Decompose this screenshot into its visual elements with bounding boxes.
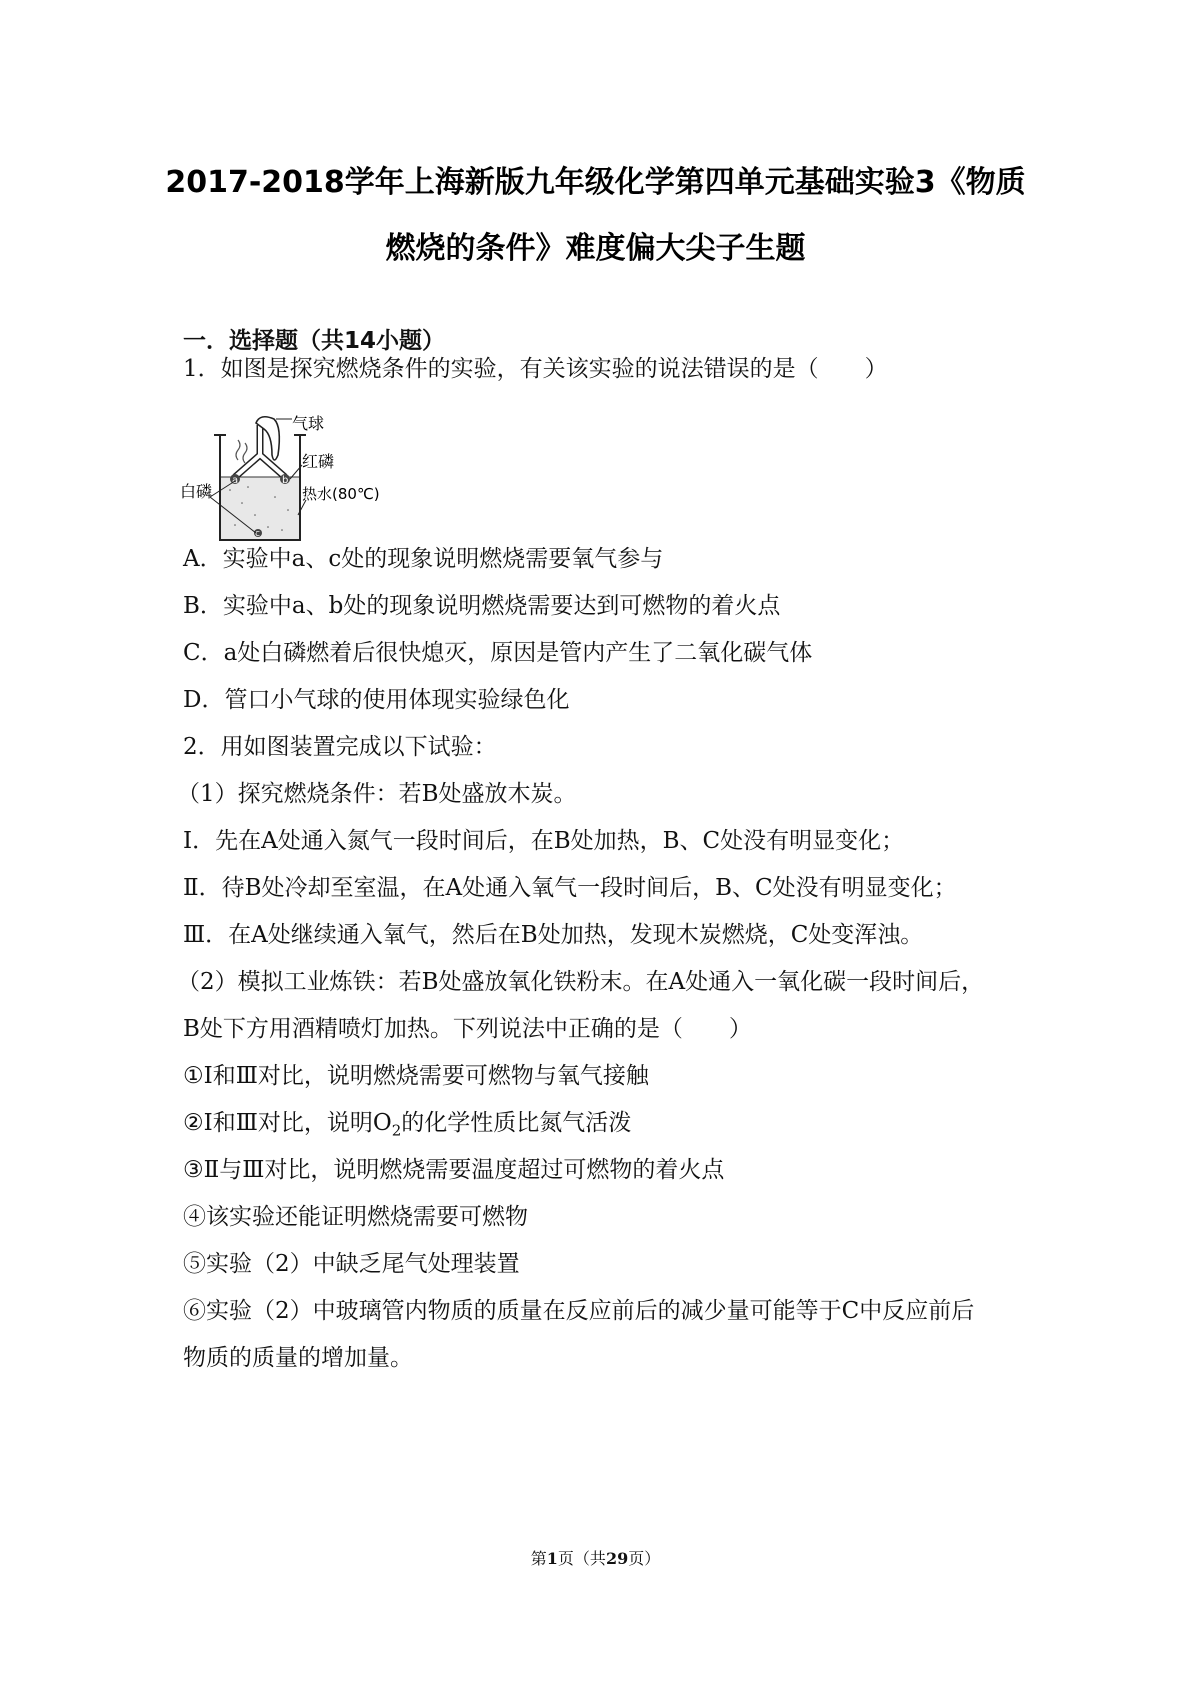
- label-a: a: [232, 475, 239, 486]
- q2-choice-6-line-2: 物质的质量的增加量。: [183, 1345, 413, 1371]
- section-heading: 一．选择题（共14小题）: [183, 328, 446, 354]
- footer-total-pages: 29: [605, 1549, 629, 1568]
- document-title: [120, 150, 1071, 282]
- footer-pre: 第: [530, 1549, 547, 1568]
- q2-choice-5: ⑤实验（2）中缺乏尾气处理装置: [183, 1251, 520, 1277]
- label-b: b: [282, 475, 289, 486]
- title-line-1: 2017-2018学年上海新版九年级化学第四单元基础实验3《物质: [165, 165, 1026, 200]
- q1-option-c: C．a处白磷燃着后很快熄灭，原因是管内产生了二氧化碳气体: [183, 640, 813, 666]
- footer-page-number: 1: [546, 1549, 558, 1568]
- q2-choice-2: [183, 1104, 631, 1140]
- question-1-stem: 1．如图是探究燃烧条件的实验，有关该实验的说法错误的是（ ）: [183, 356, 888, 382]
- q2-step-1: Ⅰ．先在A处通入氮气一段时间后，在B处加热，B、C处没有明显变化；: [183, 828, 905, 854]
- q2-choice-3: ③Ⅱ与Ⅲ对比，说明燃烧需要温度超过可燃物的着火点: [183, 1157, 725, 1183]
- q2-part-1: （1）探究燃烧条件：若B处盛放木炭。: [177, 781, 577, 807]
- q2-choice-2-pre: ②Ⅰ和Ⅲ对比，说明O: [183, 1110, 392, 1136]
- footer-mid: 页（共: [557, 1549, 606, 1568]
- q2-part-2-line-1: （2）模拟工业炼铁：若B处盛放氧化铁粉末。在A处通入一氧化碳一段时间后，: [177, 969, 985, 995]
- q1-option-a: A．实验中a、c处的现象说明燃烧需要氧气参与: [183, 546, 664, 572]
- q2-choice-2-post: 的化学性质比氮气活泼: [401, 1110, 632, 1136]
- label-hot-water: 热水(80℃): [302, 485, 380, 503]
- label-red-phosphorus: 红磷: [302, 452, 335, 471]
- label-white-phosphorus: 白磷: [180, 482, 213, 501]
- question-2-stem: 2．用如图装置完成以下试验：: [183, 734, 497, 760]
- q2-choice-6-line-1: ⑥实验（2）中玻璃管内物质的质量在反应前后的减少量可能等于C中反应前后: [183, 1298, 975, 1324]
- q2-choice-4: ④该实验还能证明燃烧需要可燃物: [183, 1204, 528, 1230]
- label-balloon: 气球: [292, 415, 325, 433]
- page-footer: [0, 1546, 1191, 1569]
- footer-post: 页）: [628, 1549, 661, 1568]
- q2-step-3: Ⅲ．在A处继续通入氧气，然后在B处加热，发现木炭燃烧，C处变浑浊。: [183, 922, 924, 948]
- q2-step-2: Ⅱ．待B处冷却至室温，在A处通入氧气一段时间后，B、C处没有明显变化；: [183, 875, 957, 901]
- title-line-2: 燃烧的条件》难度偏大尖子生题: [385, 231, 806, 266]
- q2-part-2-line-2: B处下方用酒精喷灯加热。下列说法中正确的是（ ）: [183, 1016, 752, 1042]
- q2-choice-1: ①Ⅰ和Ⅲ对比，说明燃烧需要可燃物与氧气接触: [183, 1063, 649, 1089]
- q1-option-d: D．管口小气球的使用体现实验绿色化: [183, 687, 570, 713]
- q1-option-b: B．实验中a、b处的现象说明燃烧需要达到可燃物的着火点: [183, 593, 781, 619]
- combustion-apparatus-figure: [180, 415, 420, 550]
- label-c: c: [255, 529, 260, 539]
- q2-choice-2-sub: 2: [391, 1121, 402, 1140]
